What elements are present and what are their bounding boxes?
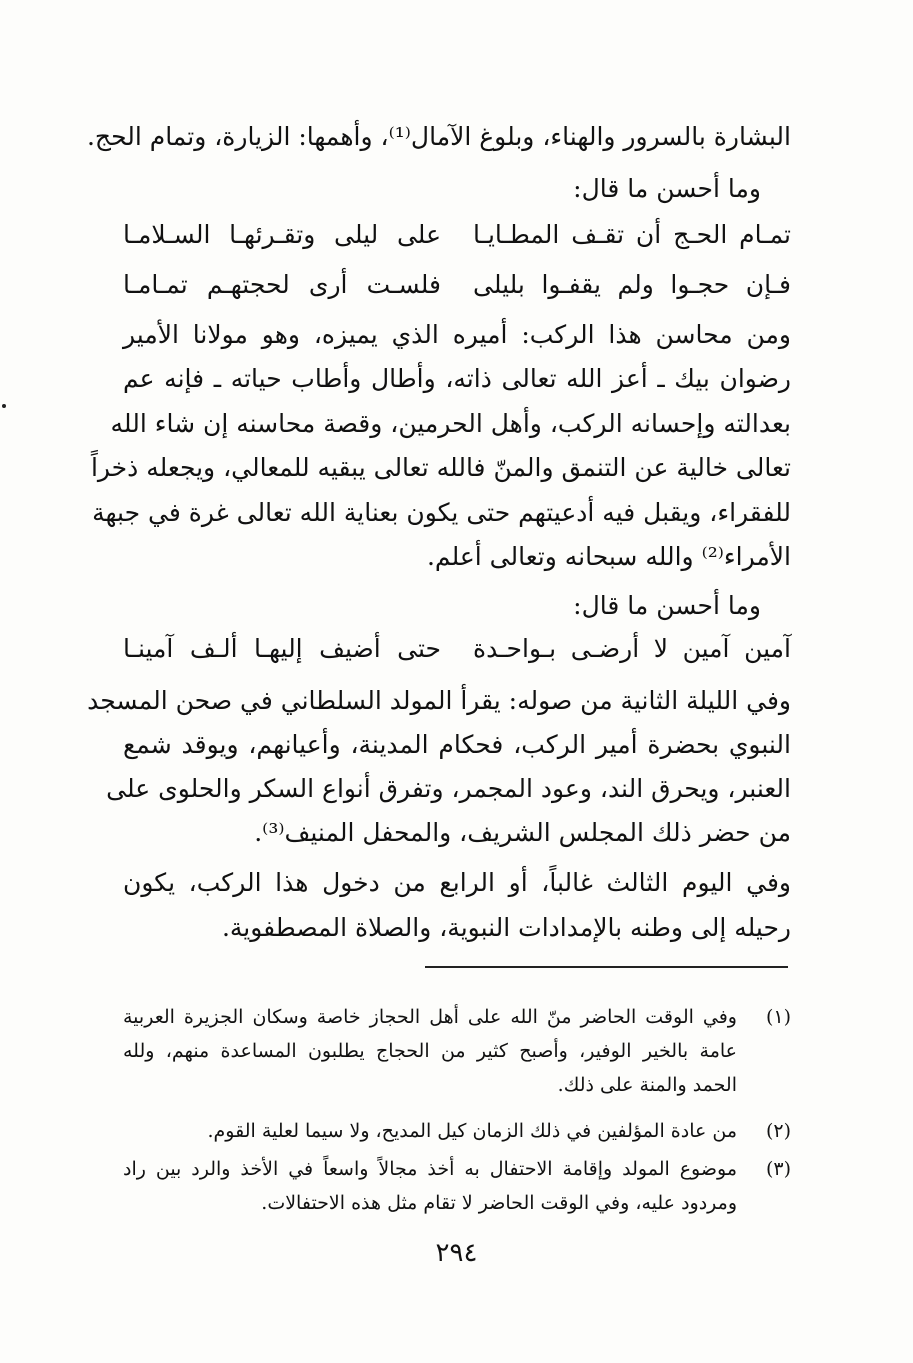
- body-line: للفقراء، ويقبل فيه أدعيتهم حتى يكون بعناية الله تعالى غرة في جبهة: [92, 498, 791, 527]
- verse-hemistich-first: تمـام الحـج أن تقـف المطـايـا: [473, 220, 791, 249]
- footnote-line: موضوع المولد وإقامة الاحتفال به أخذ مجالاً واسعاً في الأخذ والرد بين راد: [123, 1158, 737, 1180]
- verse-line: [123, 626, 791, 672]
- verse-hemistich-first: فـإن حجـوا ولم يقفـوا بليلى: [473, 270, 791, 299]
- footnote-line: الحمد والمنة على ذلك.: [557, 1074, 737, 1096]
- verse-intro: وما أحسن ما قال:: [573, 174, 761, 203]
- footnote-line: ومردود عليه، وفي الوقت الحاضر لا تقام مثل هذه الاحتفالات.: [261, 1192, 737, 1214]
- footnote-number: (٢): [765, 1120, 791, 1142]
- footnote-divider: [425, 966, 788, 968]
- verse-hemistich-first: آمين آمين لا أرضـى بـواحـدة: [473, 634, 791, 663]
- verse-hemistich-second: حتى أضيف إليهـا ألـف آمينـا: [123, 634, 441, 663]
- verse-intro: وما أحسن ما قال:: [573, 591, 761, 620]
- page-number: ٢٩٤: [435, 1238, 478, 1268]
- footnote-line: عامة بالخير الوفير، وأصبح كثير من الحجاج يطلبون المساعدة منهم، ولله: [123, 1040, 737, 1062]
- body-line: رحيله إلى وطنه بالإمدادات النبوية، والصلاة المصطفوية.: [221, 913, 791, 942]
- body-line: تعالى خالية عن التنمق والمنّ فالله تعالى يبقيه للمعالي، ويجعله ذخراً: [90, 453, 791, 482]
- footnote-number: (١): [765, 1006, 791, 1028]
- body-line: رضوان بيك ـ أعز الله تعالى ذاته، وأطال وأطاب حياته ـ فإنه عم: [123, 364, 791, 393]
- body-line: من حضر ذلك المجلس الشريف، والمحفل المنيف⁽³⁾.: [254, 818, 791, 847]
- footnote-number: (٣): [765, 1158, 791, 1180]
- body-line: العنبر، ويحرق الند، وعود المجمر، وتفرق أنواع السكر والحلوى على: [106, 774, 791, 803]
- body-line: النبوي بحضرة أمير الركب، فحكام المدينة، وأعيانهم، ويوقد شمع: [123, 730, 791, 759]
- body-line: وفي الليلة الثانية من صوله: يقرأ المولد السلطاني في صحن المسجد: [87, 686, 791, 715]
- body-line: الأمراء⁽²⁾ والله سبحانه وتعالى أعلم.: [426, 542, 791, 571]
- scan-mark: [2, 404, 6, 408]
- footnote-line: وفي الوقت الحاضر منّ الله على أهل الحجاز خاصة وسكان الجزيرة العربية: [123, 1006, 737, 1028]
- footnote: [123, 1152, 791, 1220]
- body-line: ومن محاسن هذا الركب: أميره الذي يميزه، وهو مولانا الأمير: [123, 320, 791, 349]
- footnote-line: من عادة المؤلفين في ذلك الزمان كيل المديح، ولا سيما لعلية القوم.: [207, 1120, 737, 1142]
- body-line: البشارة بالسرور والهناء، وبلوغ الآمال⁽¹⁾، وأهمها: الزيارة، وتمام الحج.: [86, 122, 791, 151]
- body-line: وفي اليوم الثالث غالباً، أو الرابع من دخول هذا الركب، يكون: [123, 868, 791, 897]
- verse-hemistich-second: فلسـت أرى لحجتهـم تمـامـا: [123, 270, 441, 299]
- verse-line: [123, 212, 791, 258]
- body-line: بعدالته وإحسانه الركب، وأهل الحرمين، وقصة محاسنه إن شاء الله: [110, 409, 791, 438]
- verse-line: [123, 262, 791, 308]
- footnote: [123, 1000, 791, 1102]
- verse-hemistich-second: على ليلى وتقـرئهـا السـلامـا: [123, 220, 441, 249]
- footnote: [123, 1114, 791, 1148]
